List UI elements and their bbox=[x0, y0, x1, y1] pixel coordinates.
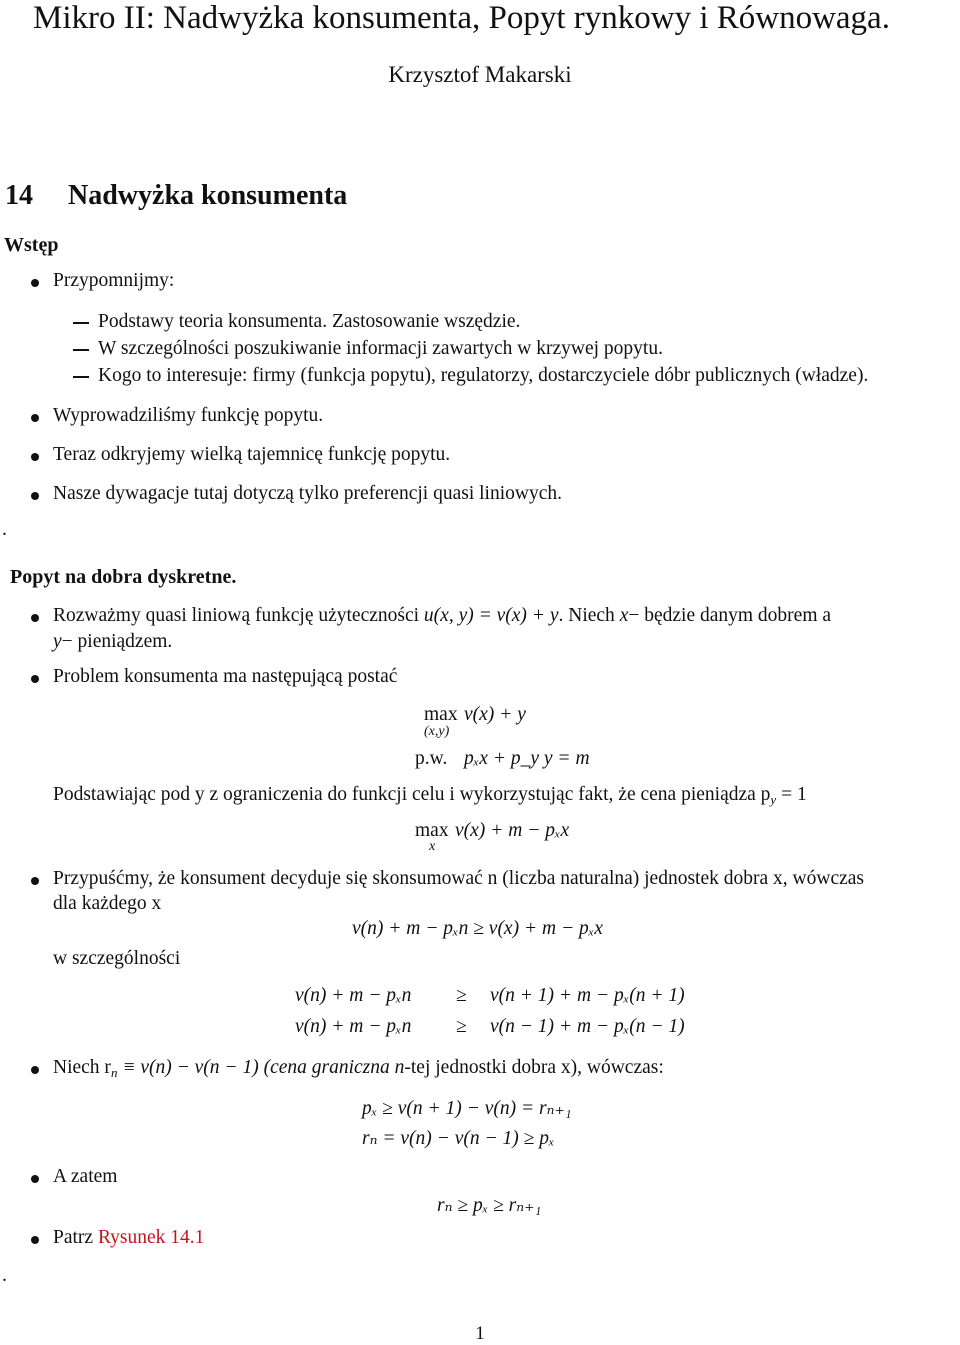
inequality-2-left: v(n) + m − pₓn bbox=[295, 1016, 412, 1037]
geq-icon: ≥ bbox=[456, 1016, 467, 1037]
inequality-2-right: v(n − 1) + m − pₓ(n − 1) bbox=[490, 1016, 685, 1037]
list-item-przypuscmy: Przypuśćmy, że konsument decyduje się skonsumować n (liczba naturalna) jednostek dobra x, wówczas bbox=[53, 868, 864, 889]
max-operator-2: max bbox=[415, 820, 449, 841]
bullet-icon bbox=[31, 492, 39, 500]
list-item-przypuscmy-cont: dla każdego x bbox=[53, 893, 162, 914]
budget-constraint: pₓx + p_y y = m bbox=[464, 748, 590, 769]
bullet-icon bbox=[31, 279, 39, 287]
section-number: 14 bbox=[5, 180, 33, 211]
dash-icon bbox=[73, 376, 89, 378]
bullet-icon bbox=[31, 1175, 39, 1183]
bullet-icon bbox=[31, 453, 39, 461]
list-item-problem: Problem konsumenta ma następującą postać bbox=[53, 666, 398, 687]
list-item-przypomnijmy: Przypomnijmy: bbox=[53, 270, 175, 291]
list-item-a-zatem: A zatem bbox=[53, 1166, 118, 1187]
objective-function: v(x) + y bbox=[464, 704, 526, 725]
subsection-heading-popyt: Popyt na dobra dyskretne. bbox=[10, 566, 237, 588]
max-operator: max bbox=[424, 704, 458, 725]
list-item-nasze: Nasze dywagacje tutaj dotyczą tylko preferencji quasi liniowych. bbox=[53, 483, 562, 504]
max-subscript-2: x bbox=[429, 839, 436, 854]
sublist-item-1: Podstawy teoria konsumenta. Zastosowanie wszędzie. bbox=[98, 311, 521, 332]
list-item-niech: Niech $r_n \equiv v(n) - v(n - 1)$ (cena graniczna n-tej jednostki dobra x), wówczas: bbox=[53, 1057, 664, 1080]
bullet-icon bbox=[31, 614, 39, 622]
list-item-teraz: Teraz odkryjemy wielką tajemnicę funkcję popytu. bbox=[53, 444, 451, 465]
inequality-1-left: v(n) + m − pₓn bbox=[295, 985, 412, 1006]
dash-icon bbox=[73, 349, 89, 351]
paragraph-substitution: Podstawiając pod y z ograniczenia do funkcji celu i wykorzystując fakt, że cena pieniądza $p_y = 1$ bbox=[53, 784, 807, 807]
end-dot-2: . bbox=[2, 1264, 7, 1286]
system-line-2: rₙ = v(n) − v(n − 1) ≥ pₓ bbox=[362, 1128, 555, 1149]
list-item-rozwazmy-cont: y− pieniądzem. bbox=[53, 631, 173, 652]
list-item-wyprowadzilismy: Wyprowadziliśmy funkcję popytu. bbox=[53, 405, 324, 426]
geq-icon: ≥ bbox=[456, 985, 467, 1006]
sublist-item-3: Kogo to interesuje: firmy (funkcja popytu), regulatorzy, dostarczyciele dóbr publicznych (władze). bbox=[98, 365, 869, 386]
author-name: Krzysztof Makarski bbox=[388, 62, 572, 87]
section-title: Nadwyżka konsumenta bbox=[68, 180, 348, 211]
sublist-item-2: W szczególności poszukiwanie informacji zawartych w krzywej popytu. bbox=[98, 338, 663, 359]
system-line-1: pₓ ≥ v(n + 1) − v(n) = rₙ₊₁ bbox=[362, 1098, 572, 1119]
result-inequality: rₙ ≥ pₓ ≥ rₙ₊₁ bbox=[437, 1195, 542, 1216]
bullet-icon bbox=[31, 675, 39, 683]
constraint-label: p.w. bbox=[415, 748, 448, 769]
dash-icon bbox=[73, 322, 89, 324]
inequality-main: v(n) + m − pₓn ≥ v(x) + m − pₓx bbox=[352, 918, 603, 939]
bullet-icon bbox=[31, 877, 39, 885]
bullet-icon bbox=[31, 414, 39, 422]
bullet-icon bbox=[31, 1236, 39, 1244]
end-dot: . bbox=[2, 518, 7, 540]
bullet-icon bbox=[31, 1066, 39, 1074]
figure-reference-link[interactable]: Rysunek 14.1 bbox=[97, 1227, 205, 1248]
text-w-szczegolnosci: w szczególności bbox=[53, 948, 181, 969]
list-item-rozwazmy: Rozważmy quasi liniową funkcję użyteczności u(x, y) = v(x) + y. Niech x− będzie danym dobrem a bbox=[53, 605, 832, 626]
objective-function-2: v(x) + m − pₓx bbox=[455, 820, 570, 841]
page-number: 1 bbox=[475, 1323, 485, 1344]
inequality-1-right: v(n + 1) + m − pₓ(n + 1) bbox=[490, 985, 685, 1006]
list-item-patrz: Patrz Rysunek 14.1 bbox=[53, 1227, 205, 1248]
max-subscript: (x,y) bbox=[424, 724, 450, 739]
subsection-heading-wstep: Wstęp bbox=[4, 234, 59, 256]
document-title: Mikro II: Nadwyżka konsumenta, Popyt rynkowy i Równowaga. bbox=[33, 0, 890, 36]
utility-formula: u(x, y) = v(x) + y bbox=[423, 605, 559, 626]
